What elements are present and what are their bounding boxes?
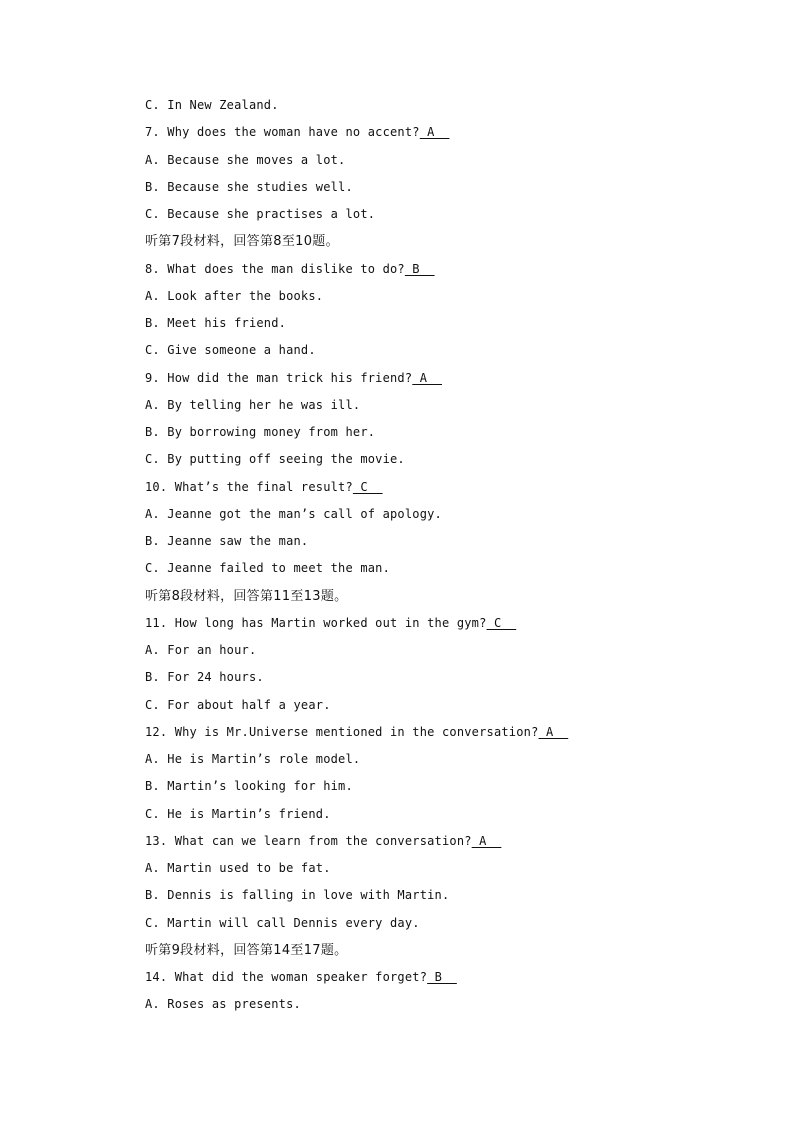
answer-blank: C (486, 615, 517, 630)
option-c: C. He is Martin’s friend. (145, 806, 331, 821)
option-a: A. Martin used to be fat. (145, 861, 331, 875)
option-c: C. Martin will call Dennis every day. (145, 915, 420, 930)
option-a: A. By telling her he was ill. (145, 397, 361, 412)
question-7: 7. Why does the woman have no accent? A (145, 119, 745, 146)
section-heading: 听第9段材料，回答第14至17题。 (145, 942, 348, 958)
option-b: B. Jeanne saw the man. (145, 534, 309, 548)
question-14: 14. What did the woman speaker forget? B (145, 964, 745, 991)
option-b: B. Martin’s looking for him. (145, 779, 353, 794)
option-b: B. By borrowing money from her. (145, 425, 376, 439)
answer-blank: B (404, 261, 435, 276)
option-a: A. Look after the books. (145, 288, 324, 303)
option-c: C. By putting off seeing the movie. (145, 452, 405, 467)
option-b: B. Because she studies well. (145, 179, 353, 194)
answer-blank: B (427, 970, 457, 984)
section-heading: 听第7段材料，回答第8至10题。 (145, 234, 339, 250)
option-c: C. For about half a year. (145, 697, 331, 712)
option-c: C. Because she practises a lot. (145, 207, 376, 221)
document-page (145, 92, 745, 1019)
option-a: A. Because she moves a lot. (145, 152, 346, 167)
option-c: C. Jeanne failed to meet the man. (145, 561, 391, 576)
option-a: A. For an hour. (145, 643, 257, 657)
option-c: C. Give someone a hand. (145, 343, 316, 358)
option-b: B. For 24 hours. (145, 670, 264, 685)
option-b: B. Meet his friend. (145, 316, 287, 330)
answer-blank: A (471, 833, 502, 848)
option-a: A. Roses as presents. (145, 997, 301, 1012)
option-a: A. He is Martin’s role model. (145, 752, 361, 766)
question-13: 13. What can we learn from the conversation? A (145, 828, 745, 855)
answer-blank: A (419, 125, 450, 140)
question-12: 12. Why is Mr.Universe mentioned in the conversation? A (145, 719, 745, 746)
question-11: 11. How long has Martin worked out in the gym? C (145, 610, 745, 637)
section-heading: 听第8段材料，回答第11至13题。 (145, 588, 348, 604)
option-a: A. Jeanne got the man’s call of apology. (145, 506, 442, 521)
answer-blank: C (352, 479, 383, 494)
option-c: C. In New Zealand. (145, 98, 279, 112)
question-8: 8. What does the man dislike to do? B (145, 256, 745, 283)
question-9: 9. How did the man trick his friend? A (145, 365, 745, 392)
answer-blank: A (538, 724, 569, 739)
answer-blank: A (412, 370, 442, 385)
option-b: B. Dennis is falling in love with Martin. (145, 888, 450, 903)
question-10: 10. What’s the final result? C (145, 474, 745, 501)
